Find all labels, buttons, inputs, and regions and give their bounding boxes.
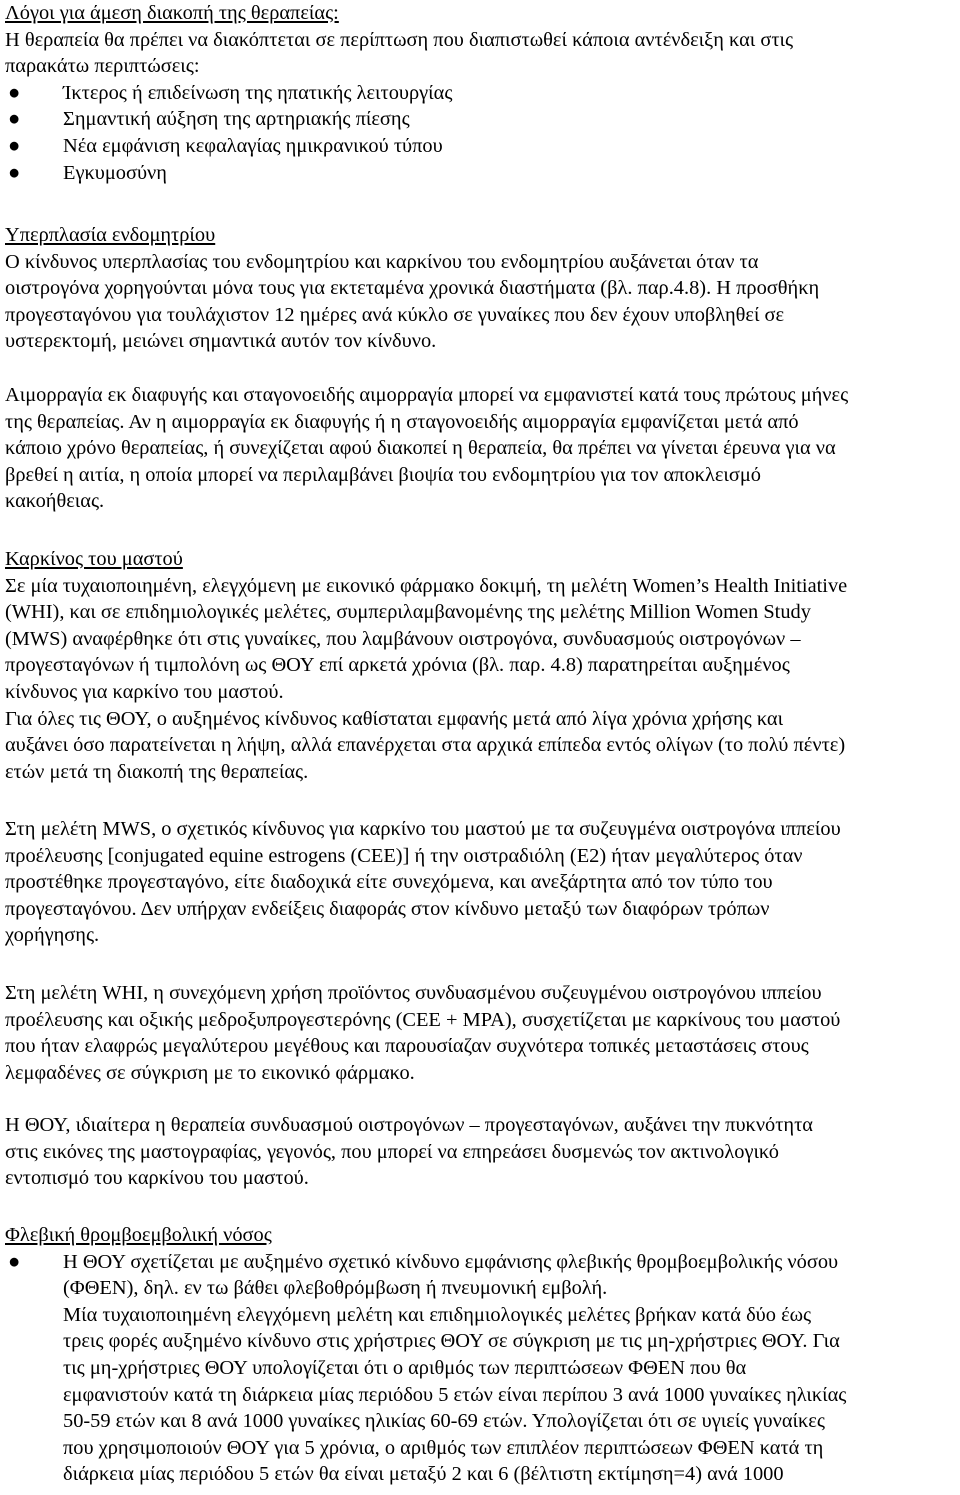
paragraph-line: που ήταν ελαφρώς μεγαλύτερου μεγέθους και παρουσίαζαν συχνότερα τοπικές μεταστάσεις στους	[5, 1035, 809, 1058]
paragraph-line: Η θεραπεία θα πρέπει να διακόπτεται σε περίπτωση που διαπιστωθεί κάποια αντένδειξη και στις	[5, 28, 794, 51]
paragraph-line: Η ΘΟΥ, ιδιαίτερα η θεραπεία συνδυασμού οιστρογόνων – προγεσταγόνων, αυξάνει την πυκνότητα	[5, 1114, 813, 1136]
section-heading-vte: Φλεβική θρομβοεμβολική νόσος	[5, 1224, 272, 1246]
paragraph-line: εντοπισμό του καρκίνου του μαστού.	[5, 1167, 309, 1190]
paragraph-density	[5, 1112, 956, 1192]
paragraph-line: Στη μελέτη MWS, ο σχετικός κίνδυνος για καρκίνο του μαστού με τα συζευγμένα οιστρογόνα ιππείου	[5, 818, 841, 840]
paragraph-line: προστέθηκε προγεσταγόνο, είτε διαδοχικά είτε συνεχόμενα, και ανεξάρτητα από τον τύπο του	[5, 871, 773, 894]
bullet-item: ● Ίκτερος ή επιδείνωση της ηπατικής λειτουργίας	[5, 80, 956, 107]
paragraph-whi	[5, 980, 956, 1086]
bullet-icon: ●	[8, 1250, 21, 1273]
section-stop-therapy	[5, 0, 956, 186]
paragraph-line: βρεθεί η αιτία, η οποία μπορεί να περιλαμβάνει βιοψία του ενδομητρίου για τον αποκλεισμό	[5, 463, 761, 486]
paragraph-line: προγεσταγόνου για τουλάχιστον 12 ημέρες ανά κύκλο σε γυναίκες που δεν έχουν υποβληθεί σε	[5, 303, 785, 326]
bullet-item: ● Σημαντική αύξηση της αρτηριακής πίεσης	[5, 106, 956, 133]
section-heading-hyperplasia: Υπερπλασία ενδομητρίου	[5, 224, 216, 246]
paragraph-line: Ο κίνδυνος υπερπλασίας του ενδομητρίου και καρκίνου του ενδομητρίου αυξάνεται όταν τα	[5, 250, 759, 273]
paragraph-line: κακοήθειας.	[5, 490, 105, 513]
bullet-item: ● Εγκυμοσύνη	[5, 160, 956, 187]
indented-paragraph: Μία τυχαιοποιημένη ελεγχόμενη μελέτη και επιδημιολογικές μελέτες βρήκαν κατά δύο έως τρεις φορές αυξημένο κίνδυνο στις χρήστριες ΘΟΥ σε σύγκριση με τις μη-χρήστριες ΘΟΥ. Για τις μη-χρήστριες ΘΟΥ υπολογίζεται ότι ο αριθμός των περιπτώσεων ΦΘΕΝ που θα εμφανιστούν κατά τη διάρκεια μίας περιόδου 5 ετών είναι περίπου 3 ανά 1000 γυναίκες ηλικίας 50-59 ετών και 8 ανά 1000 γυναίκες ηλικίας 60-69 ετών. Υπολογίζεται ότι σε υγιείς γυναίκες που χρησιμοποιούν ΘΟΥ για 5 χρόνια, ο αριθμός των επιπλέον περιπτώσεων ΦΘΕΝ κατά τη διάρκεια μίας περιόδου 5 ετών θα είναι μεταξύ 2 και 6 (βέλτιστη εκτίμηση=4) ανά 1000	[63, 1303, 847, 1486]
paragraph-line: λεμφαδένες σε σύγκριση με το εικονικό φάρμακο.	[5, 1061, 415, 1084]
paragraph-line: Αιμορραγία εκ διαφυγής και σταγονοειδής αιμορραγία μπορεί να εμφανιστεί κατά τους πρώτους μήνες	[5, 384, 849, 406]
section-breast-cancer	[5, 546, 956, 785]
paragraph-line: υστερεκτομή, μειώνει σημαντικά αυτόν τον κίνδυνο.	[5, 330, 437, 353]
section-heading-stop-therapy: Λόγοι για άμεση διακοπή της θεραπείας:	[5, 2, 339, 24]
section-hyperplasia	[5, 222, 956, 355]
paragraph-line: Στη μελέτη WHI, η συνεχόμενη χρήση προϊόντος συνδυασμένου συζευγμένου οιστρογόνου ιππείου	[5, 982, 822, 1004]
paragraph-line: προγεσταγόνου. Δεν υπήρχαν ενδείξεις διαφοράς στον κίνδυνο μεταξύ των διαφόρων τρόπων	[5, 897, 770, 920]
paragraph-bleeding	[5, 382, 956, 515]
paragraph-line: χορήγησης.	[5, 924, 100, 947]
paragraph-line: της θεραπείας. Αν η αιμορραγία εκ διαφυγής ή η σταγονοειδής αιμορραγία εμφανίζεται μετά από	[5, 410, 799, 433]
paragraph-line: παρακάτω περιπτώσεις:	[5, 55, 200, 78]
bullet-icon: ●	[8, 134, 21, 157]
paragraph-line: (WHI), και σε επιδημιολογικές μελέτες, συμπεριλαμβανομένης της μελέτης Million Women Study	[5, 601, 811, 624]
paragraph-line: κάποιο χρόνο θεραπείας, ή συνεχίζεται αφού διακοπεί η θεραπεία, θα πρέπει να γίνεται έρευνα για να	[5, 437, 836, 460]
paragraph-line: κίνδυνος για καρκίνο του μαστού.	[5, 680, 284, 703]
bullet-icon: ●	[8, 161, 21, 184]
paragraph-line: οιστρογόνα χορηγούνται μόνα τους για εκτεταμένα χρονικά διαστήματα (βλ. παρ.4.8). Η προσθήκη	[5, 277, 820, 300]
paragraph-line: στις εικόνες της μαστογραφίας, γεγονός, που μπορεί να επηρεάσει δυσμενώς τον ακτινολογικό	[5, 1140, 779, 1163]
bullet-item: ● Νέα εμφάνιση κεφαλαγίας ημικρανικού τύπου	[5, 133, 956, 160]
paragraph-line: Σε μία τυχαιοποιημένη, ελεγχόμενη με εικονικό φάρμακο δοκιμή, τη μελέτη Women’s Health Initiative	[5, 574, 848, 597]
paragraph-line: (MWS) αναφέρθηκε ότι στις γυναίκες, που λαμβάνουν οιστρογόνα, συνδυασμούς οιστρογόνων –	[5, 627, 801, 650]
paragraph-line: Για όλες τις ΘΟΥ, ο αυξημένος κίνδυνος καθίσταται εμφανής μετά από λίγα χρόνια χρήσης και	[5, 707, 784, 730]
paragraph-line: προγεσταγόνων ή τιμπολόνη ως ΘΟΥ επί αρκετά χρόνια (βλ. παρ. 4.8) παρατηρείται αυξημένος	[5, 654, 790, 677]
paragraph-line: προέλευσης [conjugated equine estrogens (CEE)] ή την οιστραδιόλη (E2) ήταν μεγαλύτερος όταν	[5, 844, 803, 867]
bullet-item: ● Η ΘΟΥ σχετίζεται με αυξημένο σχετικό κίνδυνο εμφάνισης φλεβικής θρομβοεμβολικής νόσου (ΦΘΕΝ), δηλ. εν τω βάθει φλεβοθρόμβωση ή πνευμονική εμβολή.	[8, 1250, 839, 1300]
paragraph-mws	[5, 816, 956, 949]
section-vte	[5, 1222, 956, 1488]
paragraph-line: προέλευσης και οξικής μεδροξυπρογεστερόνης (CEE + MPA), συσχετίζεται με καρκίνους του μαστού	[5, 1008, 841, 1031]
paragraph-line: αυξάνει όσο παρατείνεται η λήψη, αλλά επανέρχεται στα αρχικά επίπεδα εντός ολίγων (το πολύ πέντε)	[5, 734, 846, 757]
bullet-icon: ●	[8, 108, 21, 131]
bullet-icon: ●	[8, 81, 21, 104]
section-heading-breast-cancer: Καρκίνος του μαστού	[5, 548, 183, 570]
paragraph-line: ετών μετά τη διακοπή της θεραπείας.	[5, 760, 309, 783]
